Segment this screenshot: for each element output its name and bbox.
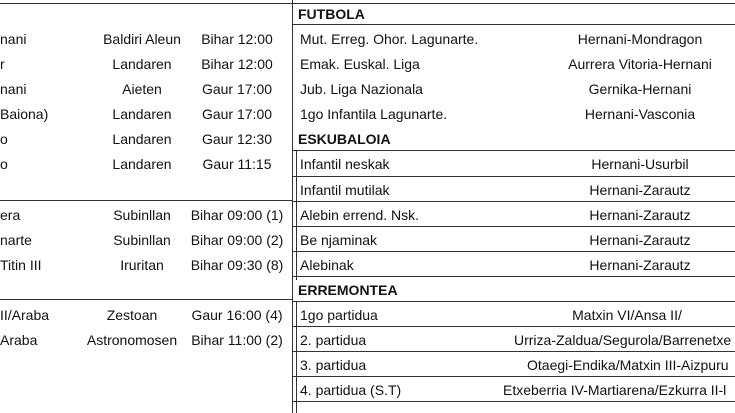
category-cell: Mut. Erreg. Ohor. Lagunarte. <box>300 31 479 47</box>
section-header-erremontea: ERREMONTEA <box>298 282 398 298</box>
match-cell: Hernani-Zarautz <box>589 232 691 248</box>
team-cell: nani <box>0 81 27 97</box>
row-rule <box>0 200 293 201</box>
team-cell: Baiona) <box>0 106 49 122</box>
time-cell: Gaur 17:00 <box>201 81 273 97</box>
venue-cell: Landaren <box>112 156 172 172</box>
row-rule <box>293 201 735 202</box>
match-cell: Hernani-Mondragon <box>577 31 703 47</box>
team-cell: nani <box>0 31 27 47</box>
category-cell: Infantil mutilak <box>300 182 390 198</box>
match-cell: Urriza-Zaldua/Segurola/Barrenetxe <box>514 332 732 348</box>
time-cell: Bihar 09:00 (2) <box>190 232 284 248</box>
category-cell: Be njaminak <box>300 232 378 248</box>
time-cell: Bihar 09:00 (1) <box>190 207 284 223</box>
team-cell: II/Araba <box>0 307 50 323</box>
venue-cell: Subinllan <box>113 232 171 248</box>
section-header-futbola: FUTBOLA <box>298 6 365 22</box>
match-cell: Matxin VI/Ansa II/ <box>572 307 682 323</box>
category-cell: 3. partidua <box>300 357 367 373</box>
category-cell: Emak. Euskal. Liga <box>300 56 420 72</box>
row-rule <box>293 24 735 25</box>
match-cell: Otaegi-Endika/Matxin III-Aizpuru <box>527 357 729 373</box>
category-cell: Alebin errend. Nsk. <box>300 207 420 223</box>
team-cell: Titin III <box>0 257 42 273</box>
row-rule <box>293 176 735 177</box>
category-cell: 1go Infantila Lagunarte. <box>300 106 448 122</box>
team-cell: narte <box>0 232 32 248</box>
team-cell: o <box>0 131 8 147</box>
time-cell: Gaur 11:15 <box>202 156 272 172</box>
row-rule <box>293 376 735 377</box>
category-cell: Infantil neskak <box>300 156 390 172</box>
category-cell: 4. partidua (S.T) <box>300 382 402 398</box>
row-rule <box>0 299 293 300</box>
team-cell: o <box>0 156 8 172</box>
row-rule <box>293 326 735 327</box>
row-rule <box>293 150 735 151</box>
venue-cell: Subinllan <box>113 207 171 223</box>
row-rule <box>293 401 735 402</box>
match-cell: Etxeberria IV-Martiarena/Ezkurra II-l <box>503 382 727 398</box>
category-cell: Alebinak <box>300 257 354 273</box>
venue-cell: Aieten <box>122 81 162 97</box>
venue-cell: Astronomosen <box>86 332 178 348</box>
time-cell: Gaur 12:30 <box>201 131 273 147</box>
row-rule <box>293 301 735 302</box>
venue-cell: Landaren <box>112 131 172 147</box>
venue-cell: Baldiri Aleun <box>103 31 181 47</box>
match-cell: Hernani-Zarautz <box>589 207 691 223</box>
match-cell: Gernika-Hernani <box>588 81 692 97</box>
match-cell: Hernani-Zarautz <box>589 182 691 198</box>
venue-cell: Landaren <box>112 106 172 122</box>
section-header-eskubaloia: ESKUBALOIA <box>298 131 391 147</box>
category-cell: 2. partidua <box>300 332 367 348</box>
team-cell: Araba <box>0 332 38 348</box>
match-cell: Hernani-Vasconia <box>584 106 696 122</box>
team-cell: era <box>0 207 21 223</box>
match-cell: Hernani-Zarautz <box>589 257 691 273</box>
venue-cell: Iruritan <box>120 257 164 273</box>
match-cell: Hernani-Usurbil <box>591 156 689 172</box>
time-cell: Bihar 11:00 (2) <box>191 332 283 348</box>
time-cell: Bihar 12:00 <box>201 31 273 47</box>
row-rule <box>293 251 735 252</box>
row-rule <box>293 351 735 352</box>
column-divider <box>296 150 297 280</box>
venue-cell: Zestoan <box>106 307 158 323</box>
time-cell: Bihar 09:30 (8) <box>190 257 284 273</box>
column-divider <box>296 302 297 413</box>
category-cell: Jub. Liga Nazionala <box>300 81 423 97</box>
row-rule <box>0 3 735 4</box>
time-cell: Gaur 16:00 (4) <box>191 307 283 323</box>
venue-cell: Landaren <box>112 56 172 72</box>
time-cell: Bihar 12:00 <box>201 56 273 72</box>
row-rule <box>293 276 735 277</box>
match-cell: Aurrera Vitoria-Hernani <box>568 56 712 72</box>
time-cell: Gaur 17:00 <box>201 106 273 122</box>
team-cell: r <box>0 56 5 72</box>
category-cell: 1go partidua <box>300 307 378 323</box>
row-rule <box>293 226 735 227</box>
